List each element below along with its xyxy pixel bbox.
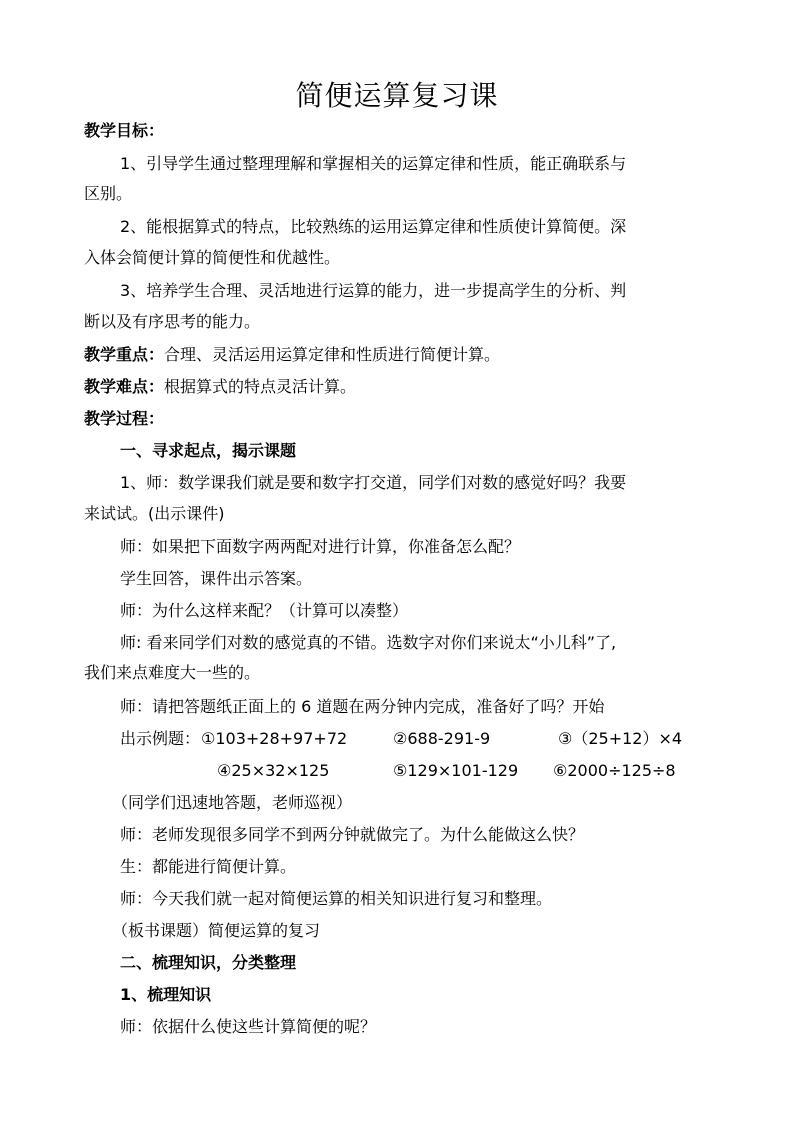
goal-1-line-1: 1、引导学生通过整理理解和掌握相关的运算定律和性质，能正确联系与 — [120, 154, 627, 173]
key-point-text: 合理、灵活运用运算定律和性质进行简便计算。 — [164, 345, 501, 364]
key-point-label: 教学重点： — [84, 345, 165, 364]
goal-3-line-2: 断以及有序思考的能力。 — [84, 312, 261, 331]
example-4: ④25×32×125 — [217, 761, 330, 780]
goal-1-line-2: 区别。 — [84, 184, 133, 203]
section-1-heading: 一、寻求起点，揭示课题 — [120, 441, 297, 460]
example-6: ⑥2000÷125÷8 — [553, 761, 676, 780]
key-point — [84, 344, 500, 366]
paragraph-9: 生：都能进行简便计算。 — [120, 857, 297, 876]
paragraph-8: 师：老师发现很多同学不到两分钟就做完了。为什么能做这么快？ — [120, 825, 585, 844]
difficult-point-text: 根据算式的特点灵活计算。 — [164, 377, 357, 396]
example-3: ③（25+12）×4 — [558, 729, 683, 748]
process-heading: 教学过程： — [84, 409, 165, 428]
goals-heading: 教学目标： — [84, 121, 165, 140]
paragraph-4: 师：为什么这样来配？（计算可以凑整） — [120, 601, 409, 620]
paragraph-2: 师：如果把下面数字两两配对进行计算，你准备怎么配？ — [120, 537, 521, 556]
difficult-point-label: 教学难点： — [84, 377, 165, 396]
paragraph-12: 师：依据什么使这些计算简便的呢？ — [120, 1017, 377, 1036]
document-title: 简便运算复习课 — [295, 79, 499, 112]
example-2: ②688-291-9 — [393, 729, 491, 748]
difficult-point — [84, 376, 356, 398]
paragraph-5-line-2: 我们来点难度大一些的。 — [84, 663, 261, 682]
paragraph-7: （同学们迅速地答题，老师巡视） — [112, 793, 353, 812]
paragraph-6: 师：请把答题纸正面上的 6 道题在两分钟内完成，准备好了吗？开始 — [120, 697, 605, 716]
paragraph-5-line-1: 师: 看来同学们对数的感觉真的不错。选数字对你们来说太“小儿科”了, — [120, 633, 617, 652]
goal-2-line-1: 2、能根据算式的特点，比较熟练的运用运算定律和性质使计算简便。深 — [120, 217, 627, 236]
paragraph-3: 学生回答，课件出示答案。 — [120, 569, 313, 588]
paragraph-11: （板书课题）简便运算的复习 — [112, 921, 321, 940]
paragraph-1-line-2: 来试试。(出示课件) — [84, 504, 225, 523]
example-5: ⑤129×101-129 — [393, 761, 519, 780]
goal-3-line-1: 3、培养学生合理、灵活地进行运算的能力，进一步提高学生的分析、判 — [120, 281, 627, 300]
goal-2-line-2: 入体会简便计算的简便性和优越性。 — [84, 248, 341, 267]
section-2-heading: 二、梳理知识，分类整理 — [120, 953, 297, 972]
paragraph-10: 师：今天我们就一起对简便运算的相关知识进行复习和整理。 — [120, 889, 553, 908]
section-2-subheading: 1、梳理知识 — [120, 985, 212, 1004]
paragraph-1-line-1: 1、师：数学课我们就是要和数字打交道，同学们对数的感觉好吗？我要 — [120, 473, 627, 492]
example-1: ①103+28+97+72 — [201, 729, 348, 748]
examples-label: 出示例题： — [120, 729, 201, 748]
